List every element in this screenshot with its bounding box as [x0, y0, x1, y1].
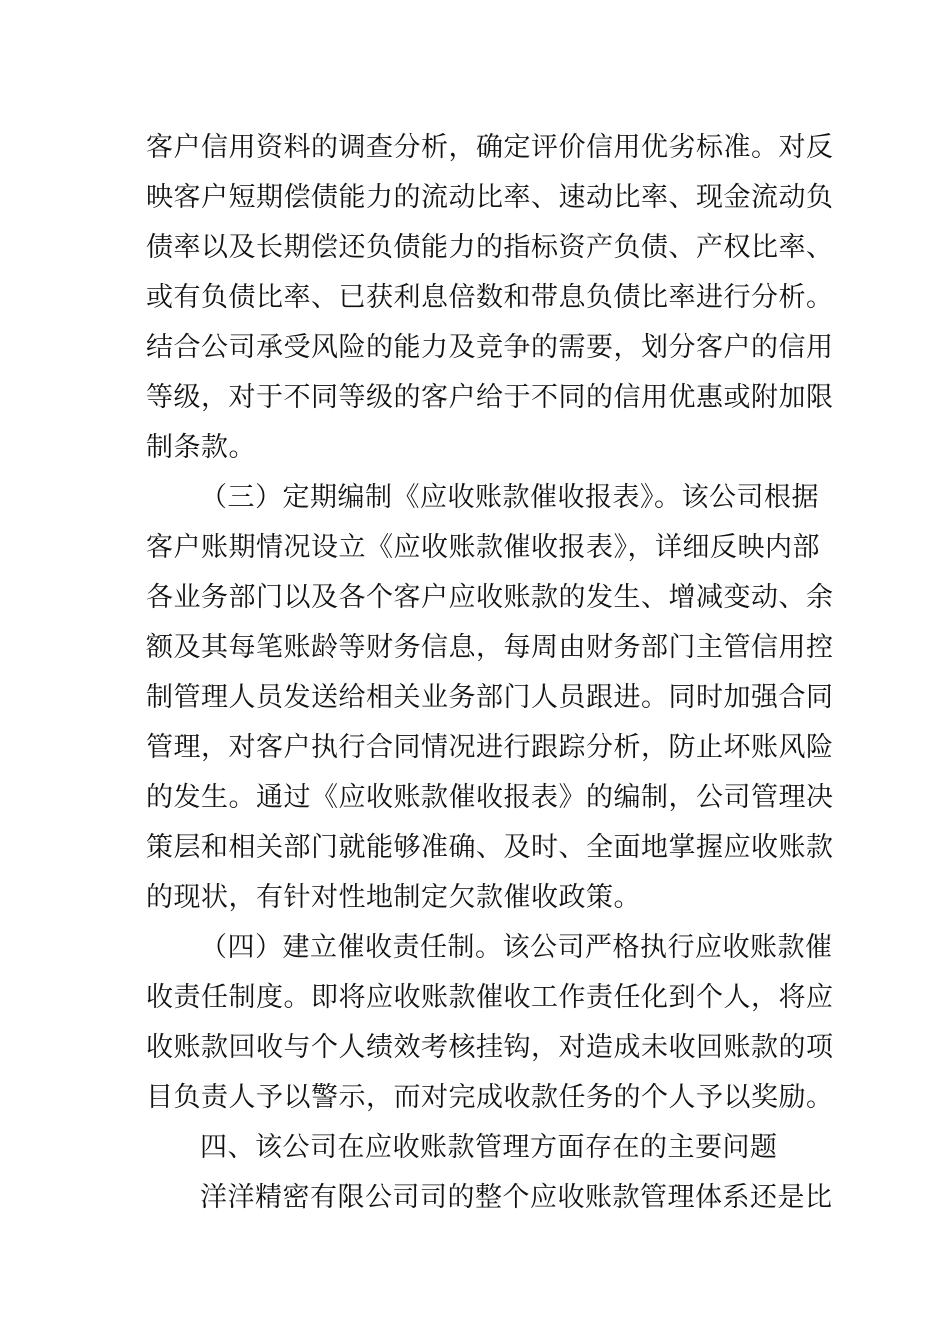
- text-line: 结合公司承受风险的能力及竞争的需要，划分客户的信用: [146, 332, 834, 363]
- text-line: 的发生。通过《应收账款催收报表》的编制，公司管理决: [146, 782, 834, 813]
- text-line: 收账款回收与个人绩效考核挂钩，对造成未收回账款的项: [146, 1032, 834, 1063]
- text-line: 债率以及长期偿还负债能力的指标资产负债、产权比率、: [146, 232, 834, 263]
- text-line: 客户信用资料的调查分析，确定评价信用优劣标准。对反: [146, 132, 834, 163]
- text-line: 各业务部门以及各个客户应收账款的发生、增减变动、余: [146, 582, 834, 613]
- text-line: 策层和相关部门就能够准确、及时、全面地掌握应收账款: [146, 832, 834, 863]
- text-line: 的现状，有针对性地制定欠款催收政策。: [146, 882, 641, 913]
- text-line: 制条款。: [146, 432, 256, 463]
- text-line: 等级，对于不同等级的客户给于不同的信用优惠或附加限: [146, 382, 834, 413]
- text-line: 映客户短期偿债能力的流动比率、速动比率、现金流动负: [146, 182, 834, 213]
- text-line: 或有负债比率、已获利息倍数和带息负债比率进行分析。: [146, 282, 834, 313]
- text-line: 目负责人予以警示，而对完成收款任务的个人予以奖励。: [146, 1082, 834, 1113]
- text-line: 制管理人员发送给相关业务部门人员跟进。同时加强合同: [146, 682, 834, 713]
- text-line: 额及其每笔账龄等财务信息，每周由财务部门主管信用控: [146, 632, 834, 663]
- paragraph-heading-line: （三）定期编制《应收账款催收报表》。该公司根据: [200, 482, 819, 513]
- text-line: 客户账期情况设立《应收账款催收报表》，详细反映内部: [146, 532, 820, 563]
- section-heading: 四、该公司在应收账款管理方面存在的主要问题: [200, 1132, 778, 1163]
- text-line: 收责任制度。即将应收账款催收工作责任化到个人，将应: [146, 982, 834, 1013]
- paragraph-heading-line: （四）建立催收责任制。该公司严格执行应收账款催: [200, 932, 833, 963]
- text-line: 洋洋精密有限公司司的整个应收账款管理体系还是比: [200, 1182, 833, 1213]
- text-line: 管理，对客户执行合同情况进行跟踪分析，防止坏账风险: [146, 732, 834, 763]
